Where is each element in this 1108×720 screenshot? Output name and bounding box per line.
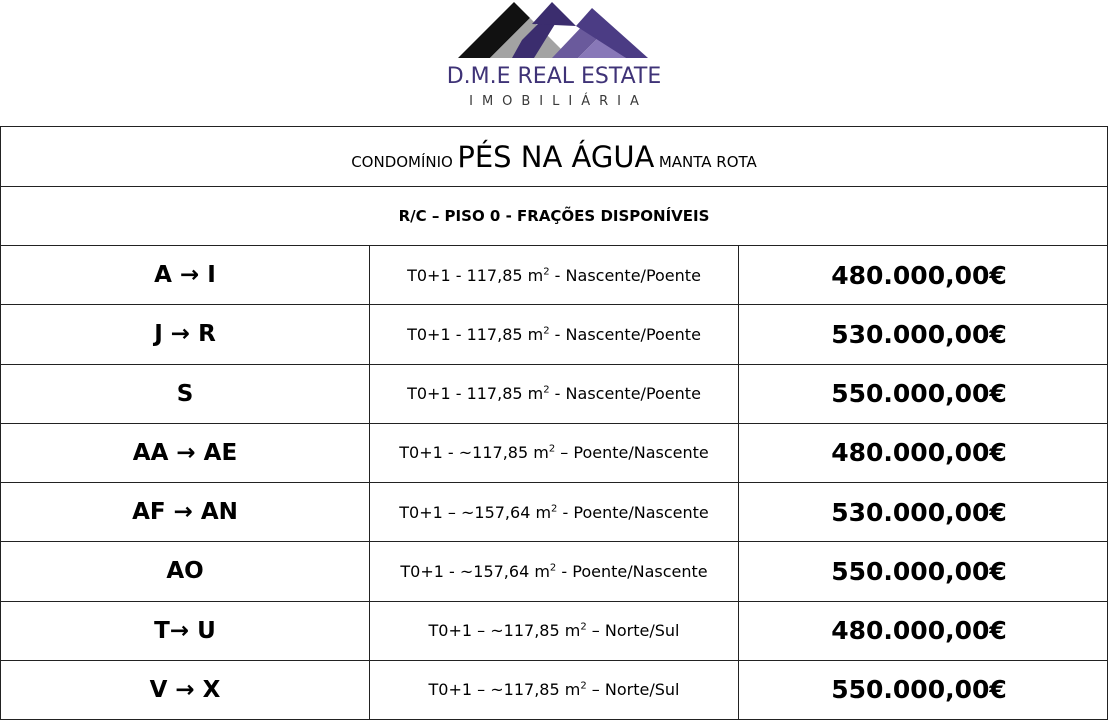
description-text: T0+1 – ~157,64 m (399, 502, 552, 522)
title-prefix: CONDOMÍNIO (351, 152, 453, 171)
orientation-text: – Poente/Nascente (555, 443, 709, 463)
area-exponent: 2 (543, 266, 550, 278)
description-text: T0+1 – ~117,85 m (428, 680, 581, 700)
area-exponent: 2 (543, 384, 550, 396)
description-text: T0+1 - 117,85 m (407, 265, 544, 285)
price-cell (739, 423, 1108, 482)
price-cell (739, 305, 1108, 364)
title-suffix: MANTA ROTA (658, 152, 757, 171)
table-row (1, 542, 1108, 601)
description-cell (370, 601, 739, 660)
description-text: T0+1 - 117,85 m (407, 384, 544, 404)
logo (0, 0, 1108, 126)
orientation-text: - Nascente/Poente (549, 324, 701, 344)
fraction-cell: AF → AN (1, 483, 370, 542)
price-cell (739, 542, 1108, 601)
fraction-cell: AA → AE (1, 423, 370, 482)
orientation-text: - Poente/Nascente (556, 561, 708, 581)
description-cell (370, 364, 739, 423)
price-value: 480.000,00€ (831, 616, 1007, 646)
title-name: PÉS NA ÁGUA (457, 139, 655, 174)
price-value: 550.000,00€ (831, 675, 1007, 705)
description-text: T0+1 - ~157,64 m (400, 561, 550, 581)
brand-name: D.M.E REAL ESTATE (446, 64, 662, 89)
area-exponent: 2 (551, 503, 558, 515)
floor-subtitle: R/C – PISO 0 - FRAÇÕES DISPONÍVEIS (1, 187, 1108, 246)
price-value: 480.000,00€ (831, 438, 1007, 468)
price-value: 530.000,00€ (831, 497, 1007, 527)
area-exponent: 2 (580, 621, 587, 633)
condominium-title (1, 127, 1108, 187)
brand-tagline: IMOBILIÁRIA (469, 94, 648, 109)
fraction-cell: J → R (1, 305, 370, 364)
area-exponent: 2 (543, 325, 550, 337)
price-cell (739, 246, 1108, 305)
fraction-cell: T→ U (1, 601, 370, 660)
table-row (1, 423, 1108, 482)
orientation-text: – Norte/Sul (586, 680, 680, 700)
orientation-text: - Nascente/Poente (549, 265, 701, 285)
table-row (1, 483, 1108, 542)
fraction-cell: S (1, 364, 370, 423)
units-table (0, 126, 1108, 720)
orientation-text: - Nascente/Poente (549, 384, 701, 404)
price-cell (739, 364, 1108, 423)
unit-rows (1, 246, 1108, 720)
description-cell (370, 483, 739, 542)
orientation-text: - Poente/Nascente (557, 502, 709, 522)
orientation-text: – Norte/Sul (586, 621, 680, 641)
price-value: 480.000,00€ (831, 260, 1007, 290)
table-row (1, 364, 1108, 423)
description-cell (370, 660, 739, 719)
description-cell (370, 423, 739, 482)
fraction-cell: A → I (1, 246, 370, 305)
area-exponent: 2 (548, 444, 556, 456)
description-cell (370, 305, 739, 364)
price-value: 550.000,00€ (831, 379, 1007, 409)
description-cell (370, 542, 739, 601)
price-cell (739, 483, 1108, 542)
price-cell (739, 660, 1108, 719)
price-value: 530.000,00€ (831, 319, 1007, 349)
price-cell (739, 601, 1108, 660)
description-text: T0+1 - ~117,85 m (399, 443, 549, 463)
description-text: T0+1 – ~117,85 m (428, 621, 581, 641)
description-cell (370, 246, 739, 305)
description-text: T0+1 - 117,85 m (407, 324, 544, 344)
table-row (1, 246, 1108, 305)
table-row (1, 660, 1108, 719)
fraction-cell: AO (1, 542, 370, 601)
subtitle-row (1, 187, 1108, 246)
price-value: 550.000,00€ (831, 556, 1007, 586)
table-row (1, 305, 1108, 364)
area-exponent: 2 (549, 562, 557, 574)
table-row (1, 601, 1108, 660)
area-exponent: 2 (580, 681, 587, 693)
fraction-cell: V → X (1, 660, 370, 719)
title-row (1, 127, 1108, 187)
mountains-logo-icon (456, 0, 652, 60)
